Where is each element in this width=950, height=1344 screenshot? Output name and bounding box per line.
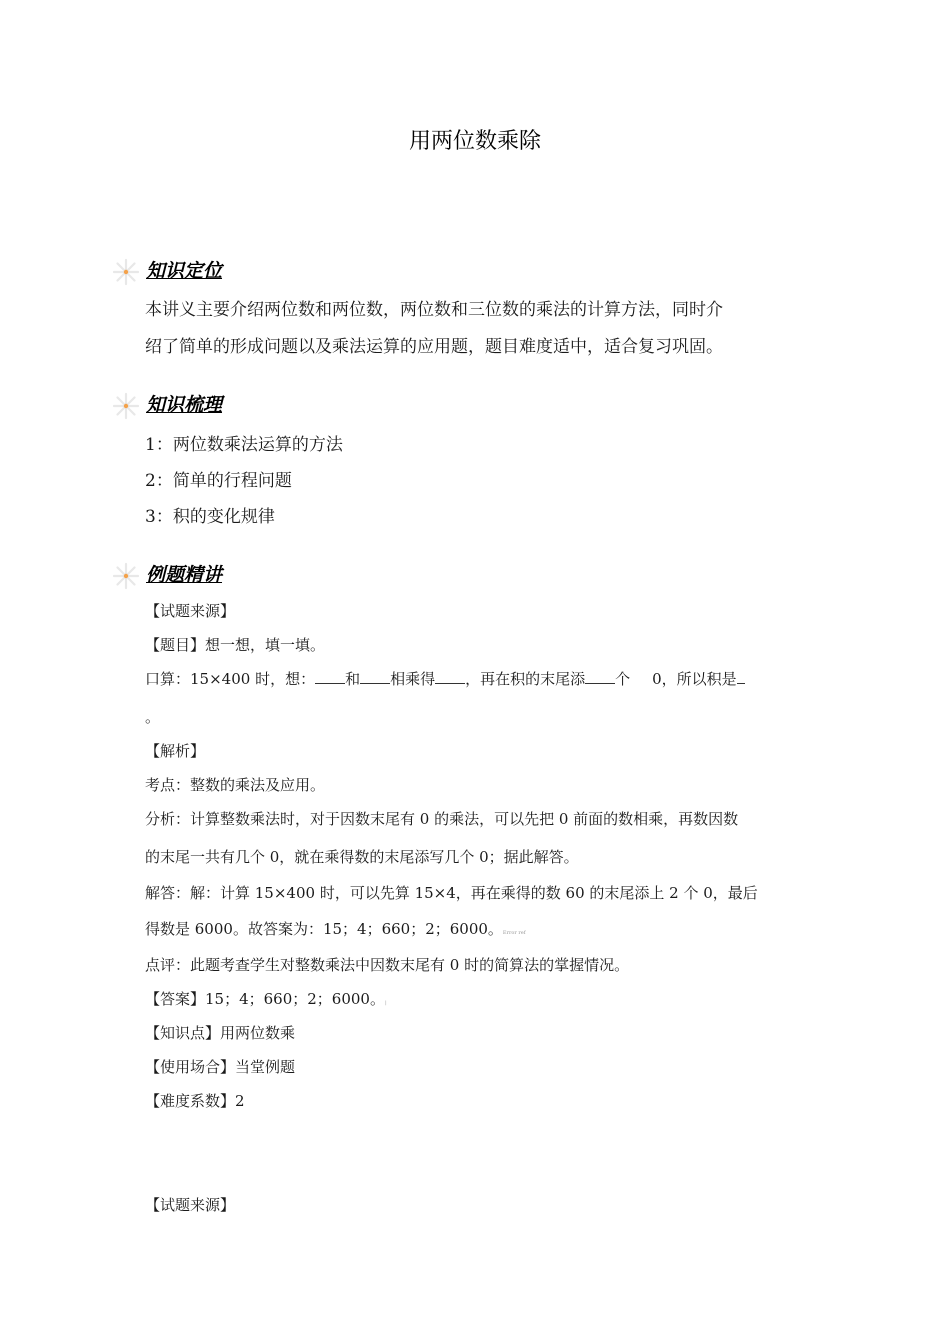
usage-text: 【使用场合】当堂例题 [145, 1058, 296, 1076]
question-text: 口算：15×400 时，想： 和 相乘得 ，再在积的末尾添 个 0，所以积是 [145, 668, 745, 689]
question-end: 。 [145, 708, 161, 726]
section-header-review [112, 390, 412, 430]
paragraph-line: 绍了简单的形成问题以及乘法运算的应用题，题目难度适中，适合复习巩固。 [145, 337, 723, 357]
answer-blank [585, 669, 615, 684]
list-item: 1：两位数乘法运算的方法 [145, 435, 343, 455]
list-item: 3：积的变化规律 [145, 507, 275, 527]
star-bullet-icon [112, 562, 140, 590]
question-label: 【题目】想一想，填一填。 [145, 636, 326, 654]
section-header-examples [112, 560, 412, 600]
answer-text: 【答案】15；4；660；2；6000。| [145, 990, 387, 1008]
section-heading: 知识定位 [146, 260, 223, 282]
fenxi-text: 分析：计算整数乘法时，对于因数末尾有 0 的乘法，可以先把 0 前面的数相乘，再数因数 [145, 810, 739, 828]
kaodian-text: 考点：整数的乘法及应用。 [145, 776, 326, 794]
section-heading: 知识梳理 [146, 394, 223, 416]
answer-blank [315, 669, 345, 684]
jieda-text: 得数是 6000。故答案为：15；4；660；2；6000。Error ref [145, 920, 526, 938]
section-header-positioning [112, 256, 412, 296]
dianping-text: 点评：此题考查学生对整数乘法中因数末尾有 0 时的简算法的掌握情况。 [145, 956, 630, 974]
section-heading: 例题精讲 [146, 564, 223, 586]
source-label: 【试题来源】 [145, 602, 236, 620]
answer-blank [737, 669, 745, 684]
difficulty-text: 【难度系数】2 [145, 1092, 245, 1110]
analysis-label: 【解析】 [145, 742, 206, 760]
answer-blank [360, 669, 390, 684]
list-item: 2：简单的行程问题 [145, 471, 292, 491]
star-bullet-icon [112, 392, 140, 420]
paragraph-line: 本讲义主要介绍两位数和两位数，两位数和三位数的乘法的计算方法，同时介 [145, 300, 723, 320]
answer-blank [435, 669, 465, 684]
star-bullet-icon [112, 258, 140, 286]
fenxi-text: 的末尾一共有几个 0，就在乘得数的末尾添写几个 0；据此解答。 [145, 848, 579, 866]
jieda-text: 解答：解：计算 15×400 时，可以先算 15×4，再在乘得的数 60 的末尾添上 2 个 0，最后 [145, 884, 758, 902]
source-label: 【试题来源】 [145, 1196, 236, 1214]
knowledge-point: 【知识点】用两位数乘 [145, 1024, 296, 1042]
page-title: 用两位数乘除 [408, 129, 541, 154]
